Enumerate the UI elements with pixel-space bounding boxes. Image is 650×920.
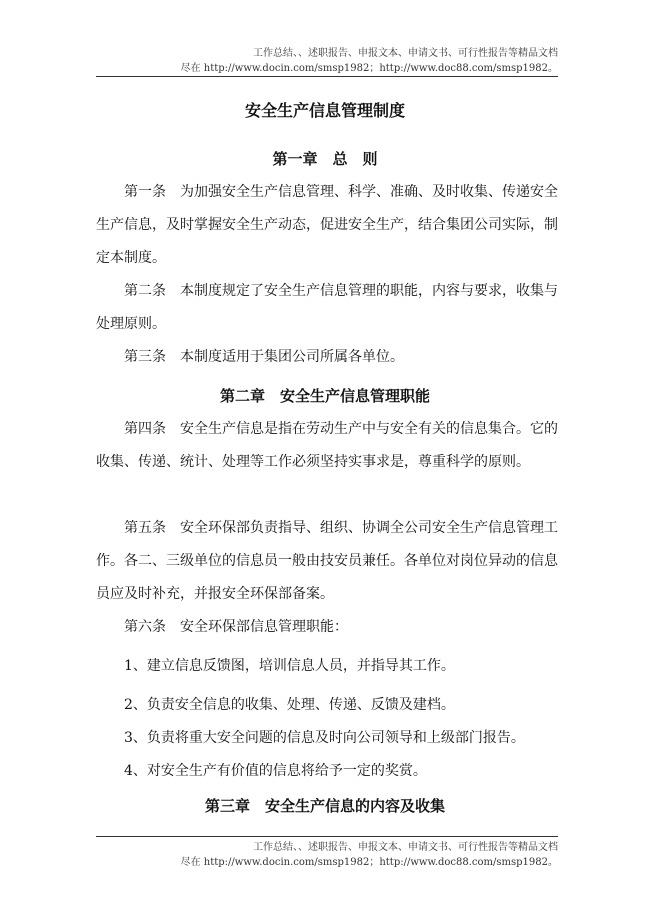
article-4: 第四条 安全生产信息是指在劳动生产中与安全有关的信息集合。它的收集、传递、统计、处理等工作必须坚持实事求是，尊重科学的原则。 bbox=[96, 421, 558, 470]
article-2: 第二条 本制度规定了安全生产信息管理的职能，内容与要求，收集与处理原则。 bbox=[96, 283, 558, 332]
article-5: 第五条 安全环保部负责指导、组织、协调全公司安全生产信息管理工作。各二、三级单位的信息员一般由技安员兼任。各单位对岗位异动的信息员应及时补充，并报安全环保部备案。 bbox=[96, 520, 558, 602]
list-item-4: 4、对安全生产有价值的信息将给予一定的奖赏。 bbox=[124, 763, 427, 779]
chapter-2-heading: 第二章 安全生产信息管理职能 bbox=[219, 387, 430, 405]
footer-line-1: 工作总结、、述职报告、申报文本、申请文书、可行性报告等精品文档 bbox=[253, 842, 558, 853]
article-6: 第六条 安全环保部信息管理职能： bbox=[124, 619, 348, 635]
chapter-3-heading: 第三章 安全生产信息的内容及收集 bbox=[204, 797, 445, 815]
article-1: 第一条 为加强安全生产信息管理、科学、准确、及时收集、传递安全生产信息，及时掌握安全生产动态，促进安全生产，结合集团公司实际，制定本制度。 bbox=[96, 184, 558, 266]
chapter-1-heading: 第一章 总 则 bbox=[272, 150, 378, 168]
list-item-1: 1、建立信息反馈图，培训信息人员，并指导其工作。 bbox=[124, 658, 455, 674]
list-item-2: 2、负责安全信息的收集、处理、传递、反馈及建档。 bbox=[124, 697, 455, 713]
footer-divider bbox=[96, 836, 558, 837]
document-title: 安全生产信息管理制度 bbox=[244, 101, 405, 120]
page-footer bbox=[96, 840, 558, 870]
footer-line-2: 尽在 http://www.docin.com/smsp1982；http://www.doc88.com/smsp1982。 bbox=[180, 857, 558, 868]
header-line-2: 尽在 http://www.docin.com/smsp1982；http://www.doc88.com/smsp1982。 bbox=[180, 63, 558, 74]
header-line-1: 工作总结、、述职报告、申报文本、申请文书、可行性报告等精品文档 bbox=[253, 48, 558, 59]
list-item-3: 3、负责将重大安全问题的信息及时向公司领导和上级部门报告。 bbox=[124, 730, 525, 746]
article-3: 第三条 本制度适用于集团公司所属各单位。 bbox=[124, 349, 404, 365]
header-divider bbox=[96, 76, 558, 77]
page-header bbox=[96, 46, 558, 76]
